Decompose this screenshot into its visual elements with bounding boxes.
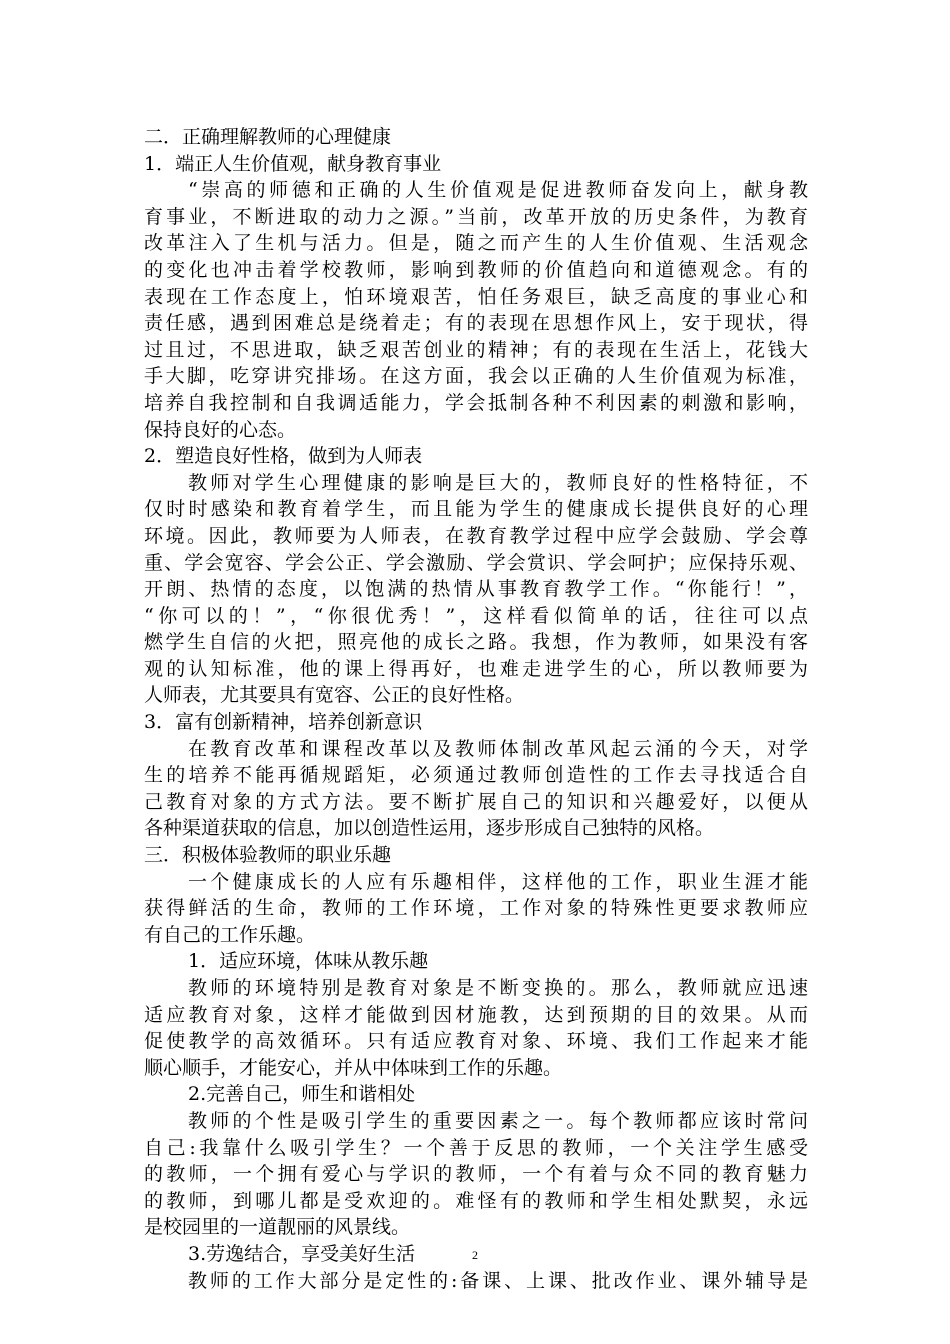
text-line: 重、学会宽容、学会公正、学会激励、学会赏识、学会呵护；应保持乐观、 bbox=[144, 551, 808, 574]
document-body bbox=[144, 124, 808, 1294]
text-line: 3.劳逸结合，享受美好生活 bbox=[188, 1242, 416, 1265]
page-number: 2 bbox=[472, 1248, 478, 1262]
text-line: 促使教学的高效循环。只有适应教育对象、环境、我们工作起来才能 bbox=[144, 1030, 808, 1053]
text-line: 教师对学生心理健康的影响是巨大的，教师良好的性格特征，不 bbox=[188, 471, 808, 494]
text-line: 过且过，不思进取，缺乏艰苦创业的精神；有的表现在生活上，花钱大 bbox=[144, 338, 808, 361]
text-line: 有自己的工作乐趣。 bbox=[144, 923, 316, 946]
text-line: 二．正确理解教师的心理健康 bbox=[144, 126, 392, 148]
text-line: 顺心顺手，才能安心，并从中体味到工作的乐趣。 bbox=[144, 1056, 563, 1079]
text-line: 保持良好的心态。 bbox=[144, 418, 297, 441]
text-line: 教师的个性是吸引学生的重要因素之一。每个教师都应该时常问 bbox=[188, 1109, 808, 1132]
text-line: 人师表，尤其要具有宽容、公正的良好性格。 bbox=[144, 684, 525, 707]
text-line: 表现在工作态度上，怕环境艰苦，怕任务艰巨，缺乏高度的事业心和 bbox=[144, 285, 808, 308]
text-line: 手大脚，吃穿讲究排场。在这方面，我会以正确的人生价值观为标准， bbox=[144, 365, 808, 388]
text-line: 一个健康成长的人应有乐趣相伴，这样他的工作，职业生涯才能 bbox=[188, 870, 808, 893]
text-line: 观的认知标准，他的课上得再好，也难走进学生的心，所以教师要为 bbox=[144, 657, 808, 680]
text-line: “你可以的！”，“你很优秀！”，这样看似简单的话，往往可以点 bbox=[144, 604, 808, 627]
text-line: 各种渠道获取的信息，加以创造性运用，逐步形成自己独特的风格。 bbox=[144, 817, 715, 840]
text-line: 己教育对象的方式方法。要不断扩展自己的知识和兴趣爱好，以便从 bbox=[144, 790, 808, 813]
text-line: 培养自我控制和自我调适能力，学会抵制各种不利因素的刺激和影响， bbox=[144, 391, 808, 414]
text-line: 的教师，到哪儿都是受欢迎的。难怪有的教师和学生相处默契，永远 bbox=[144, 1189, 808, 1212]
text-line: 2．塑造良好性格，做到为人师表 bbox=[144, 445, 423, 468]
text-line: 生的培养不能再循规蹈矩，必须通过教师创造性的工作去寻找适合自 bbox=[144, 764, 808, 787]
text-line: 2.完善自己，师生和谐相处 bbox=[188, 1083, 416, 1106]
text-line: 是校园里的一道靓丽的风景线。 bbox=[144, 1216, 411, 1239]
text-line: 获得鲜活的生命，教师的工作环境，工作对象的特殊性更要求教师应 bbox=[144, 897, 808, 920]
text-line: 的教师，一个拥有爱心与学识的教师，一个有着与众不同的教育魅力 bbox=[144, 1163, 808, 1186]
text-line: 1．适应环境，体味从教乐趣 bbox=[188, 950, 429, 973]
text-line: 环境。因此，教师要为人师表，在教育教学过程中应学会鼓励、学会尊 bbox=[144, 524, 808, 547]
text-line: 燃学生自信的火把，照亮他的成长之路。我想，作为教师，如果没有客 bbox=[144, 631, 808, 654]
text-line: 自己:我靠什么吸引学生？一个善于反思的教师，一个关注学生感受 bbox=[144, 1136, 808, 1159]
text-line: 责任感，遇到困难总是绕着走；有的表现在思想作风上，安于现状，得 bbox=[144, 312, 808, 335]
text-line: 开朗、热情的态度，以饱满的热情从事教育教学工作。“你能行！”， bbox=[144, 578, 808, 601]
text-line: 教师的工作大部分是定性的:备课、上课、批改作业、课外辅导是 bbox=[188, 1269, 808, 1292]
text-line: 仅时时感染和教育着学生，而且能为学生的健康成长提供良好的心理 bbox=[144, 498, 808, 521]
text-line: 教师的环境特别是教育对象是不断变换的。那么，教师就应迅速 bbox=[188, 977, 808, 999]
text-line: 的变化也冲击着学校教师，影响到教师的价值趋向和道德观念。有的 bbox=[144, 258, 808, 281]
text-line: “崇高的师德和正确的人生价值观是促进教师奋发向上，献身教 bbox=[188, 179, 808, 202]
text-line: 三．积极体验教师的职业乐趣 bbox=[144, 844, 392, 867]
text-line: 在教育改革和课程改革以及教师体制改革风起云涌的今天，对学 bbox=[188, 737, 808, 760]
text-line: 1．端正人生价值观，献身教育事业 bbox=[144, 152, 442, 175]
text-line: 3．富有创新精神，培养创新意识 bbox=[144, 711, 423, 734]
text-line: 改革注入了生机与活力。但是，随之而产生的人生价值观、生活观念 bbox=[144, 232, 808, 255]
text-line: 育事业，不断进取的动力之源。”当前，改革开放的历史条件，为教育 bbox=[144, 205, 808, 228]
text-line: 适应教育对象，这样才能做到因材施教，达到预期的目的效果。从而 bbox=[144, 1003, 808, 1026]
